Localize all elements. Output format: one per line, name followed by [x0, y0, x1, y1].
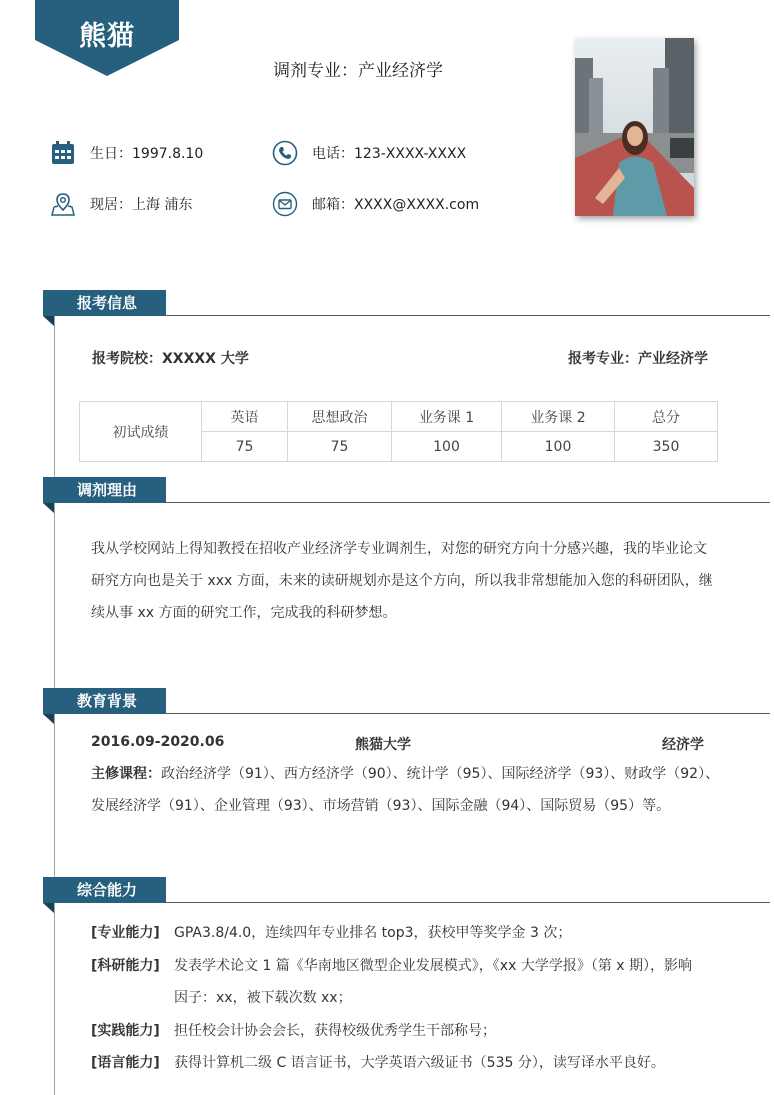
apply-major: 报考专业：产业经济学 — [568, 351, 708, 367]
section-title-skills: 综合能力 — [43, 877, 166, 903]
section-title-education: 教育背景 — [43, 688, 166, 714]
name-banner — [35, 0, 179, 76]
phone-icon — [272, 140, 298, 166]
section-fold — [43, 503, 54, 513]
mail-icon — [272, 191, 298, 217]
email-text: 邮箱：XXXX@XXXX.com — [312, 197, 480, 213]
section-rule — [166, 902, 770, 903]
score-header-total: 总分 — [615, 402, 718, 432]
location-icon — [50, 191, 76, 217]
info-birthday — [50, 140, 203, 166]
skill-professional — [91, 922, 571, 942]
profile-photo — [575, 38, 694, 216]
courses-line — [91, 758, 731, 790]
score-header-english: 英语 — [202, 402, 288, 432]
score-header-course2: 业务课 2 — [502, 402, 615, 432]
skill-text: 担任校会计协会会长，获得校级优秀学生干部称号； — [174, 1023, 496, 1039]
skill-text: 因子：xx，被下载次数 xx； — [174, 990, 352, 1006]
score-value-politics: 75 — [288, 432, 392, 462]
score-header-course1: 业务课 1 — [392, 402, 502, 432]
reason-line: 续从事 xx 方面的研究工作，完成我的科研梦想。 — [91, 605, 397, 621]
education-period: 2016.09-2020.06 — [91, 734, 225, 750]
skill-text: 获得计算机二级 C 语言证书，大学英语六级证书（535 分），读写译水平良好。 — [174, 1055, 665, 1071]
courses-text: 政治经济学（91）、西方经济学（90）、统计学（95）、国际经济学（93）、财政学（92）、 — [161, 766, 720, 782]
skill-label: [实践能力] — [91, 1023, 160, 1039]
candidate-name: 熊猫 — [79, 21, 135, 52]
section-title-apply: 报考信息 — [43, 290, 166, 316]
score-value-course1: 100 — [392, 432, 502, 462]
education-major: 经济学 — [662, 737, 704, 753]
score-value-english: 75 — [202, 432, 288, 462]
calendar-icon — [50, 140, 76, 166]
score-row-label: 初试成绩 — [80, 402, 202, 462]
score-table — [79, 401, 718, 462]
score-header-politics: 思想政治 — [288, 402, 392, 432]
education-school: 熊猫大学 — [355, 737, 411, 753]
skill-label: [科研能力] — [91, 958, 160, 974]
skill-text: 发表学术论文 1 篇《华南地区微型企业发展模式》，《xx 大学学报》（第 x 期），影响 — [174, 958, 693, 974]
phone-text: 电话：123-XXXX-XXXX — [312, 146, 467, 162]
score-value-total: 350 — [615, 432, 718, 462]
skill-research — [91, 955, 692, 975]
education-courses — [91, 758, 731, 822]
target-major: 调剂专业：产业经济学 — [273, 61, 443, 81]
table-row — [80, 402, 718, 432]
skill-label: [专业能力] — [91, 925, 160, 941]
residence-text: 现居：上海 浦东 — [90, 197, 193, 213]
section-title-reason: 调剂理由 — [43, 477, 166, 503]
info-phone — [272, 140, 466, 166]
skill-text: GPA3.8/4.0，连续四年专业排名 top3，获校甲等奖学金 3 次； — [174, 925, 572, 941]
section-rule — [166, 713, 770, 714]
reason-paragraph — [91, 533, 721, 629]
skill-practice — [91, 1020, 496, 1040]
info-residence — [50, 191, 192, 217]
courses-line: 发展经济学（91）、企业管理（93）、市场营销（93）、国际金融（94）、国际贸易（95）等。 — [91, 798, 671, 814]
skill-label: [语言能力] — [91, 1055, 160, 1071]
section-fold — [43, 316, 54, 326]
courses-label: 主修课程： — [91, 766, 161, 782]
apply-school: 报考院校：XXXXX 大学 — [92, 351, 249, 367]
section-rule — [166, 315, 770, 316]
reason-line: 我从学校网站上得知教授在招收产业经济学专业调剂生，对您的研究方向十分感兴趣，我的毕业论文 — [91, 541, 707, 557]
section-fold — [43, 903, 54, 913]
skill-language — [91, 1052, 665, 1072]
birthday-text: 生日：1997.8.10 — [90, 146, 204, 162]
section-fold — [43, 714, 54, 724]
skill-research-cont — [91, 987, 352, 1007]
score-value-course2: 100 — [502, 432, 615, 462]
section-rule — [166, 502, 770, 503]
reason-line: 研究方向也是关于 xxx 方面，未来的读研规划亦是这个方向，所以我非常想能加入您的科研团队，继 — [91, 573, 713, 589]
info-email — [272, 191, 479, 217]
